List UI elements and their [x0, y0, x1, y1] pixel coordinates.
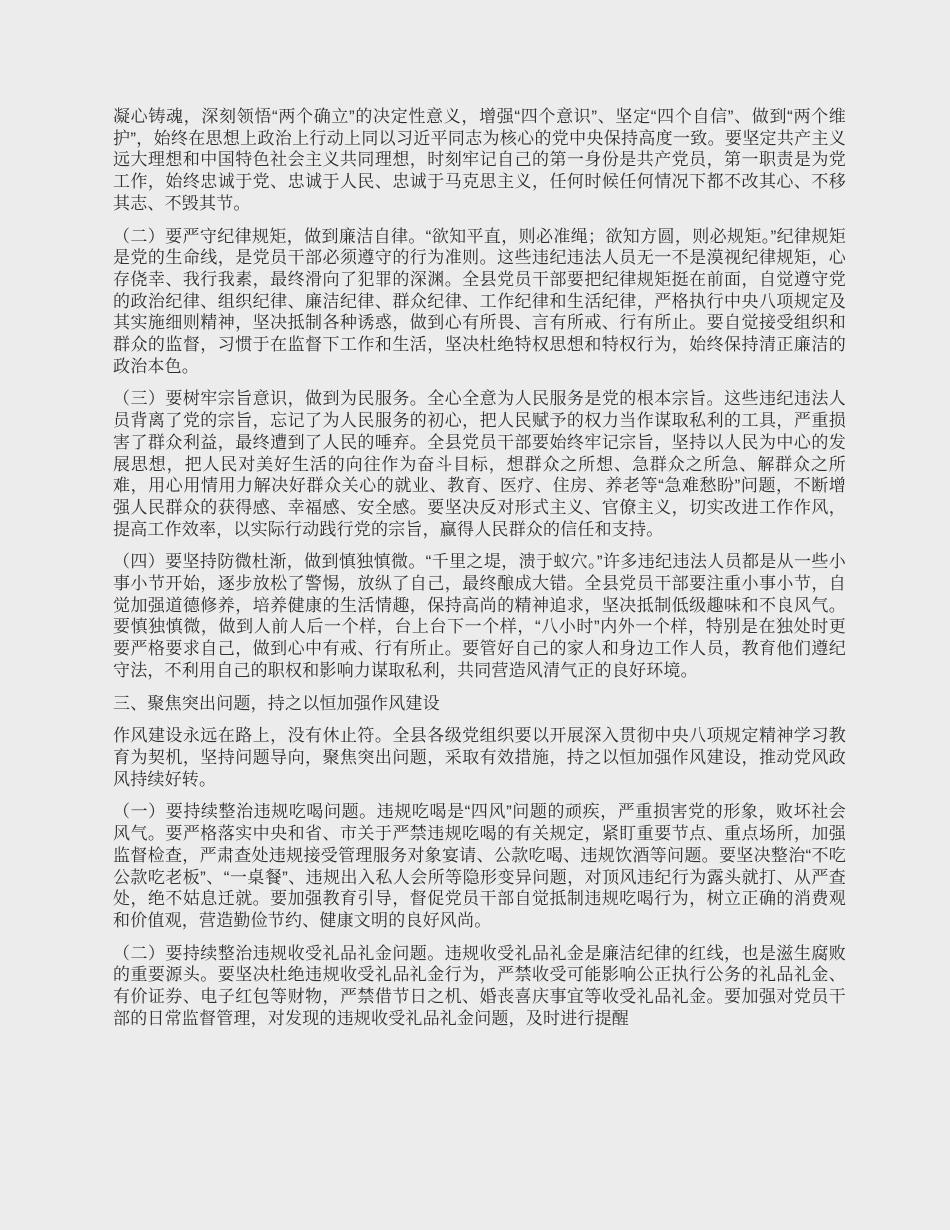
paragraph: （二）要严守纪律规矩，做到廉洁自律。“欲知平直，则必准绳；欲知方圆，则必规矩。”纪律规矩是党的生命线，是党员干部必须遵守的行为准则。这些违纪违法人员无一不是漠视纪律规矩，心存侥幸、我行我素，最终滑向了犯罪的深渊。全县党员干部要把纪律规矩挺在前面，自觉遵守党的政治纪律、组织纪律、廉洁纪律、群众纪律、工作纪律和生活纪律，严格执行中央八项规定及其实施细则精神，坚决抵制各种诱惑，做到心有所畏、言有所戒、行有所止。要自觉接受组织和群众的监督，习惯于在监督下工作和生活，坚决杜绝特权思想和特权行为，始终保持清正廉洁的政治本色。: [113, 226, 846, 376]
paragraph: 凝心铸魂，深刻领悟“两个确立”的决定性意义，增强“四个意识”、坚定“四个自信”、做到“两个维护”，始终在思想上政治上行动上同以习近平同志为核心的党中央保持高度一致。要坚定共产主义远大理想和中国特色社会主义共同理想，时刻牢记自己的第一身份是共产党员，第一职责是为党工作，始终忠诚于党、忠诚于人民、忠诚于马克思主义，任何时候任何情况下都不改其心、不移其志、不毁其节。: [113, 107, 846, 213]
paragraph: （四）要坚持防微杜渐，做到慎独慎微。“千里之堤，溃于蚁穴。”许多违纪违法人员都是从一些小事小节开始，逐步放松了警惕，放纵了自己，最终酿成大错。全县党员干部要注重小事小节，自觉加强道德修养，培养健康的生活情趣，保持高尚的精神追求，坚决抵制低级趣味和不良风气。要慎独慎微，做到人前人后一个样，台上台下一个样，“八小时”内外一个样，特别是在独处时更要严格要求自己，做到心中有戒、行有所止。要管好自己的家人和身边工作人员，教育他们遵纪守法，不利用自己的职权和影响力谋取私利，共同营造风清气正的良好环境。: [113, 552, 846, 680]
paragraph: （一）要持续整治违规吃喝问题。违规吃喝是“四风”问题的顽疾，严重损害党的形象，败坏社会风气。要严格落实中央和省、市关于严禁违规吃喝的有关规定，紧盯重要节点、重点场所，加强监督检查，严肃查处违规接受管理服务对象宴请、公款吃喝、违规饮酒等问题。要坚决整治“不吃公款吃老板”、“一桌餐”、违规出入私人会所等隐形变异问题，对顶风违纪行为露头就打、从严查处，绝不姑息迁就。要加强教育引导，督促党员干部自觉抵制违规吃喝行为，树立正确的消费观和价值观，营造勤俭节约、健康文明的良好风尚。: [113, 802, 846, 930]
section-heading: 三、聚焦突出问题，持之以恒加强作风建设: [113, 693, 440, 713]
paragraph: （二）要持续整治违规收受礼品礼金问题。违规收受礼品礼金是廉洁纪律的红线，也是滋生腐败的重要源头。要坚决杜绝违规收受礼品礼金行为，严禁收受可能影响公正执行公务的礼品礼金、有价证券、电子红包等财物，严禁借节日之机、婚丧喜庆事宜等收受礼品礼金。要加强对党员干部的日常监督管理，对发现的违规收受礼品礼金问题，及时进行提醒: [113, 943, 846, 1028]
paragraph: 作风建设永远在路上，没有休止符。全县各级党组织要以开展深入贯彻中央八项规定精神学习教育为契机，坚持问题导向，聚焦突出问题，采取有效措施，持之以恒加强作风建设，推动党风政风持续好转。: [113, 726, 846, 789]
paragraph: （三）要树牢宗旨意识，做到为民服务。全心全意为人民服务是党的根本宗旨。这些违纪违法人员背离了党的宗旨，忘记了为人民服务的初心，把人民赋予的权力当作谋取私利的工具，严重损害了群众利益，最终遭到了人民的唾弃。全县党员干部要始终牢记宗旨，坚持以人民为中心的发展思想，把人民对美好生活的向往作为奋斗目标，想群众之所想、急群众之所急、解群众之所难，用心用情用力解决好群众关心的就业、教育、医疗、住房、养老等“急难愁盼”问题，不断增强人民群众的获得感、幸福感、安全感。要坚决反对形式主义、官僚主义，切实改进工作作风，提高工作效率，以实际行动践行党的宗旨，赢得人民群众的信任和支持。: [113, 389, 846, 539]
